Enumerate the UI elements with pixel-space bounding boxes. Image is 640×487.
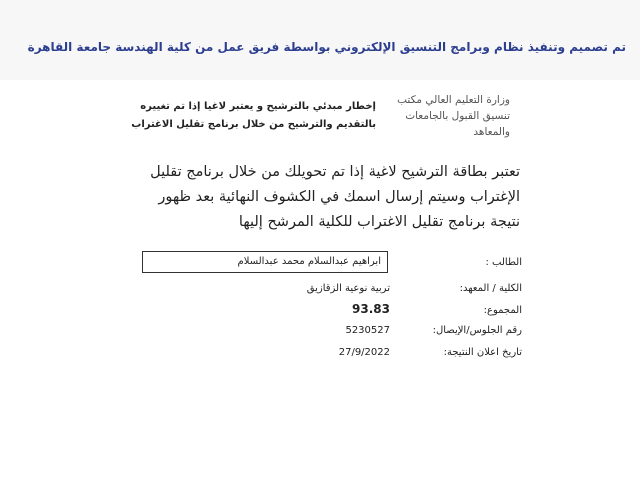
cancellation-warning [150,160,520,235]
seat-number-value: 5230527 [345,325,390,336]
notice-line-2: بالتقديم والترشيح من خلال برنامج تقليل الاغتراب [131,119,376,130]
preliminary-notice [131,98,376,134]
ministry-line-1: وزارة التعليم العالي مكتب [397,94,510,106]
banner-text: تم تصميم وتنفيذ نظام وبرامج التنسيق الإلكتروني بواسطة فريق عمل من كلية الهندسة جامعة القاهرة [27,40,626,54]
total-value: 93.83 [352,302,390,316]
student-name-box: ابراهيم عبدالسلام محمد عبدالسلام [142,251,388,273]
warning-line-2: الإغتراب وسيتم إرسال اسمك في الكشوف النهائية بعد ظهور [158,189,520,205]
notice-line-1: إخطار مبدئي بالترشيح و يعتبر لاغيا إذا تم تغييره [140,101,376,112]
student-label: الطالب : [485,257,522,268]
warning-line-1: تعتبر بطاقة الترشيح لاغية إذا تم تحويلك من خلال برنامج تقليل [150,164,520,180]
ministry-block [370,92,510,140]
seat-number-label: رقم الجلوس/الإيصال: [432,325,522,336]
total-label: المجموع: [483,305,522,316]
result-date-label: تاريخ اعلان النتيجة: [443,347,522,358]
ministry-line-3: والمعاهد [473,126,510,138]
warning-line-3: نتيجة برنامج تقليل الاغتراب للكلية المرشح إليها [238,214,520,230]
college-label: الكلية / المعهد: [459,283,522,294]
college-value: تربية نوعية الزقازيق [306,283,390,294]
result-date-value: 27/9/2022 [338,347,390,358]
ministry-line-2: تنسيق القبول بالجامعات [405,110,510,122]
